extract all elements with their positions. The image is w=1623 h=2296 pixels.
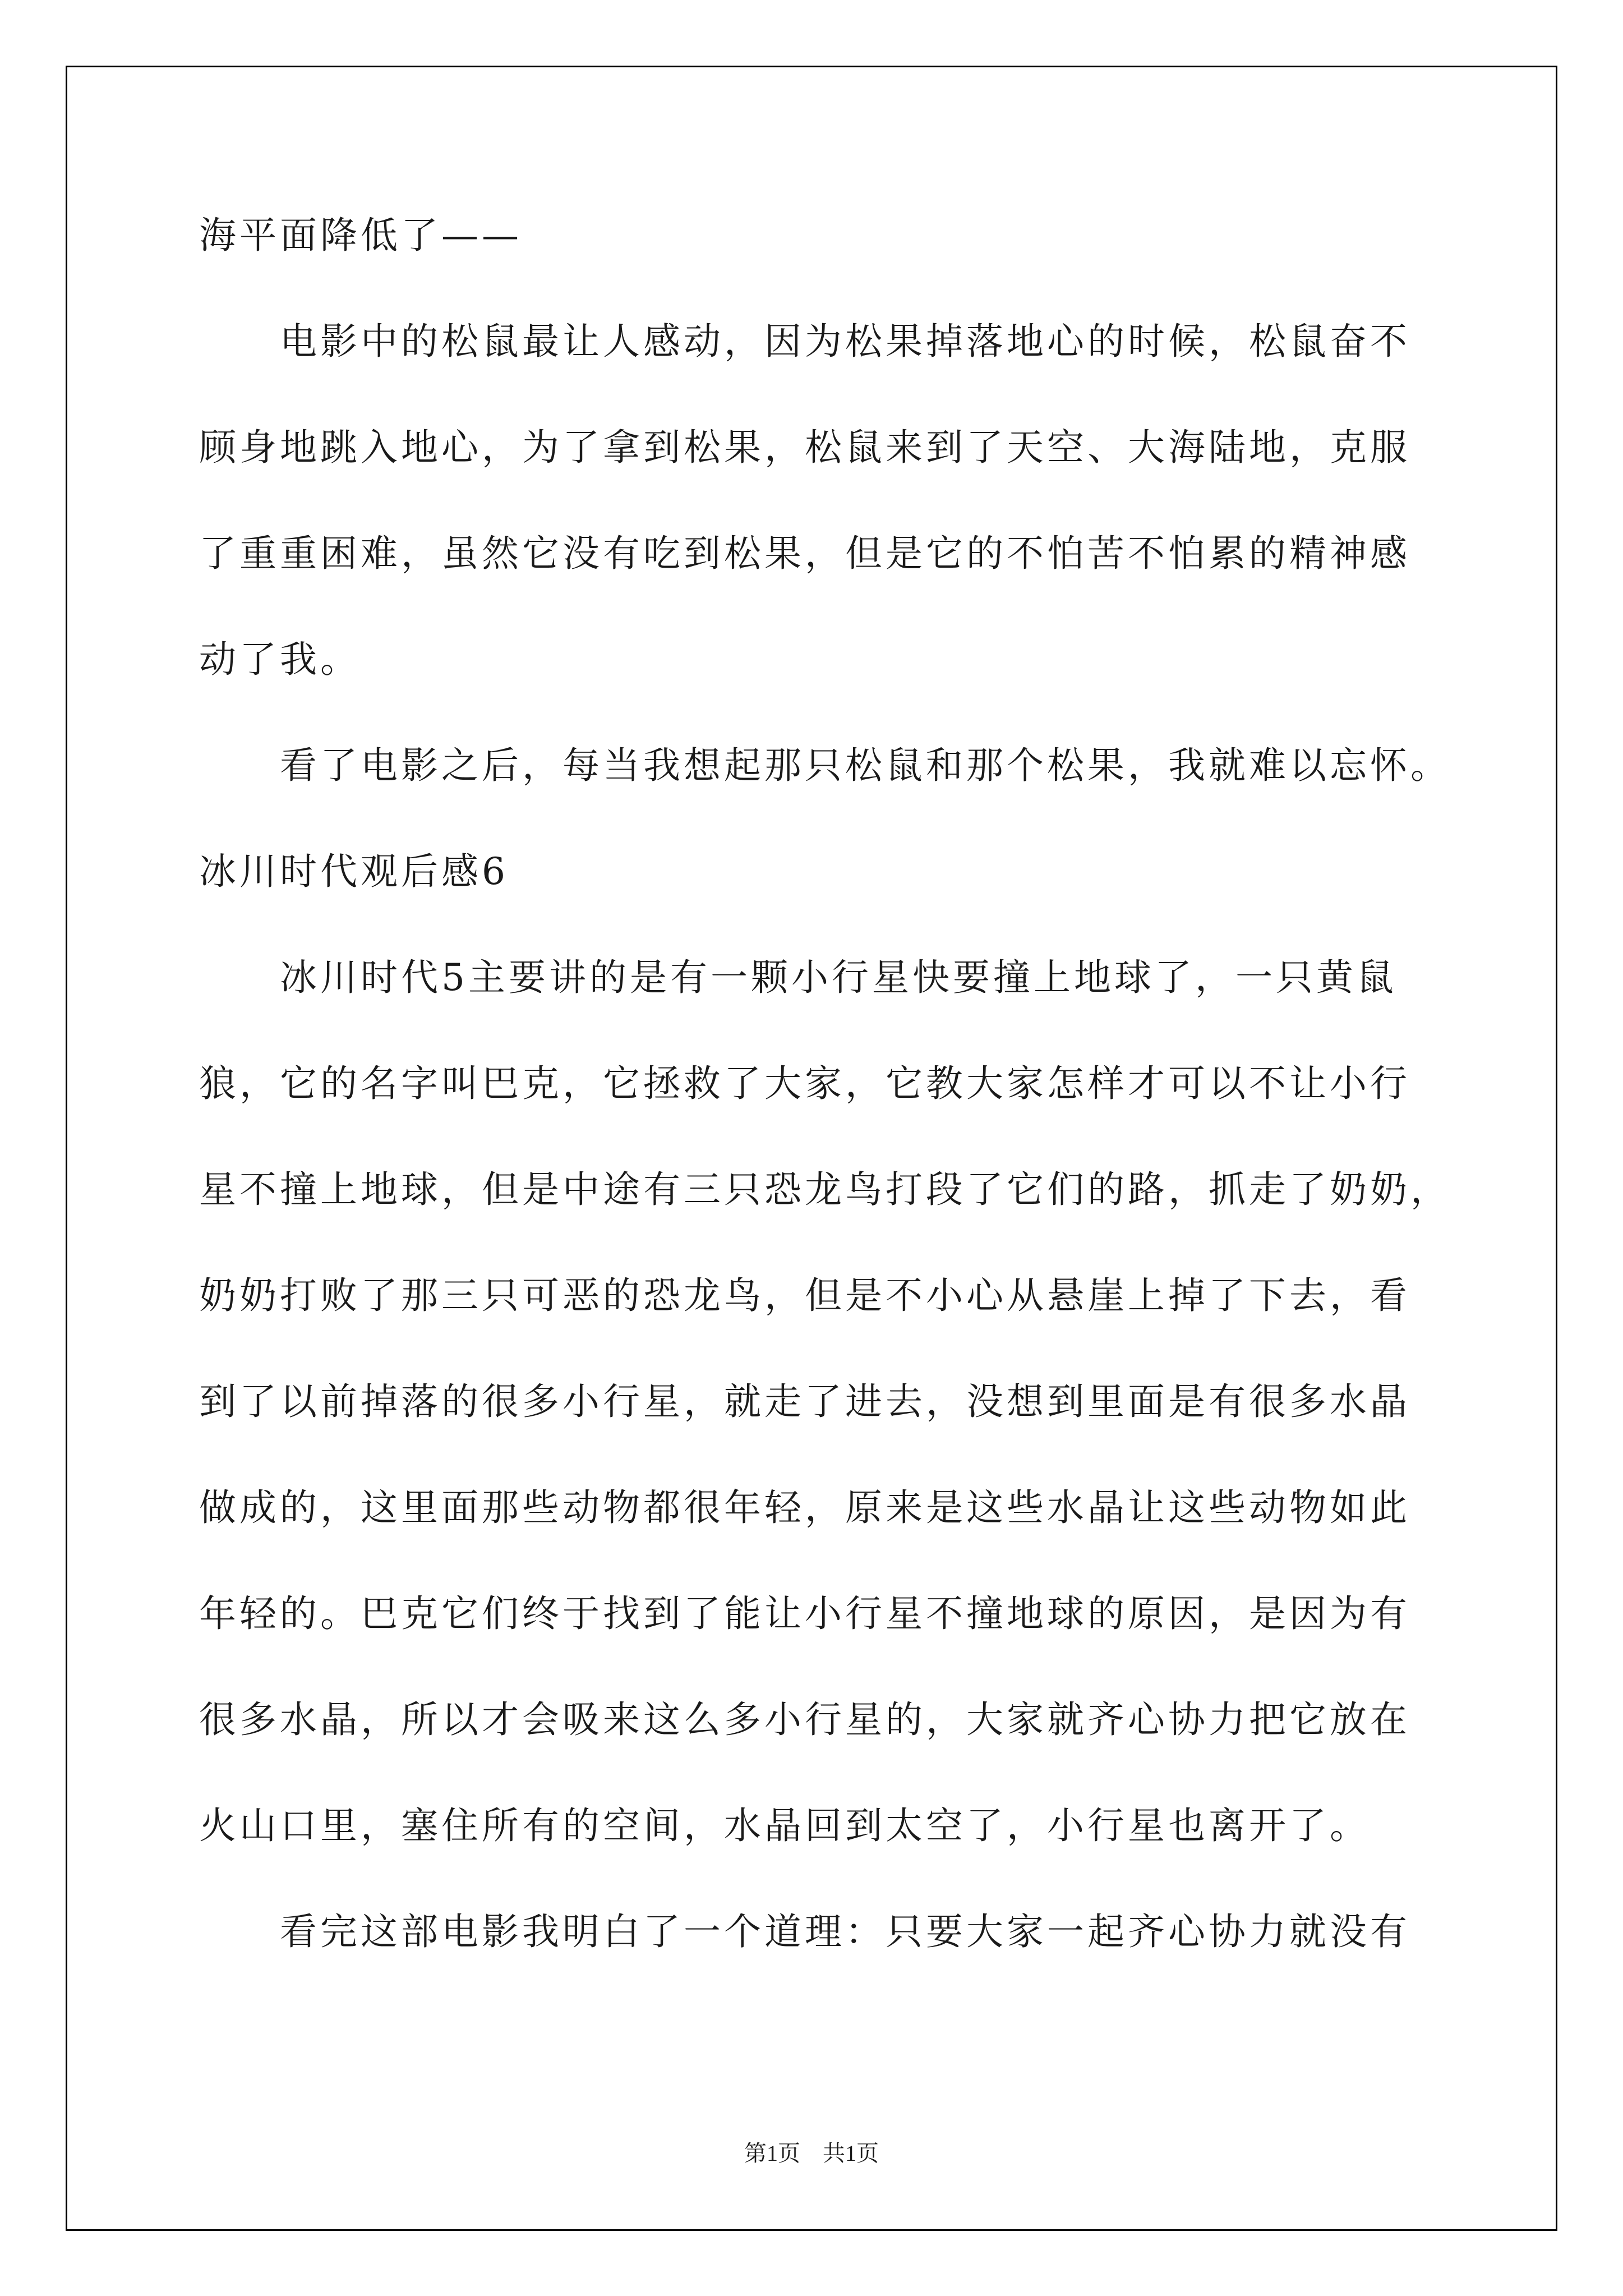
text-line: 做成的，这里面那些动物都很年轻，原来是这些水晶让这些动物如此: [199, 1486, 1410, 1529]
page-border: [66, 66, 1557, 2231]
text-line: 动了我。: [199, 638, 361, 681]
text-line: 看了电影之后，每当我想起那只松鼠和那个松果，我就难以忘怀。: [199, 744, 1451, 787]
section-heading: 冰川时代观后感6: [199, 850, 509, 893]
text-line: 顾身地跳入地心，为了拿到松果，松鼠来到了天空、大海陆地，克服: [199, 426, 1410, 469]
text-line: 火山口里，塞住所有的空间，水晶回到太空了，小行星也离开了。: [199, 1804, 1370, 1847]
text-line: 了重重困难，虽然它没有吃到松果，但是它的不怕苦不怕累的精神感: [199, 532, 1410, 575]
text-line: 很多水晶，所以才会吸来这么多小行星的，大家就齐心协力把它放在: [199, 1698, 1410, 1741]
text-line: 奶奶打败了那三只可恶的恐龙鸟，但是不小心从悬崖上掉了下去，看: [199, 1274, 1410, 1317]
text-line: 海平面降低了——: [199, 214, 522, 257]
text-line: 狼，它的名字叫巴克，它拯救了大家，它教大家怎样才可以不让小行: [199, 1062, 1410, 1105]
text-line: 到了以前掉落的很多小行星，就走了进去，没想到里面是有很多水晶: [199, 1380, 1410, 1423]
text-line: 星不撞上地球，但是中途有三只恐龙鸟打段了它们的路，抓走了奶奶，: [199, 1168, 1451, 1211]
page-number-footer: 第1页 共1页: [744, 2141, 879, 2166]
text-line: 看完这部电影我明白了一个道理：只要大家一起齐心协力就没有: [199, 1910, 1410, 1953]
text-line: 年轻的。巴克它们终于找到了能让小行星不撞地球的原因，是因为有: [199, 1592, 1410, 1635]
text-line: 电影中的松鼠最让人感动，因为松果掉落地心的时候，松鼠奋不: [199, 320, 1410, 363]
text-line: 冰川时代5主要讲的是有一颗小行星快要撞上地球了，一只黄鼠: [199, 956, 1397, 999]
